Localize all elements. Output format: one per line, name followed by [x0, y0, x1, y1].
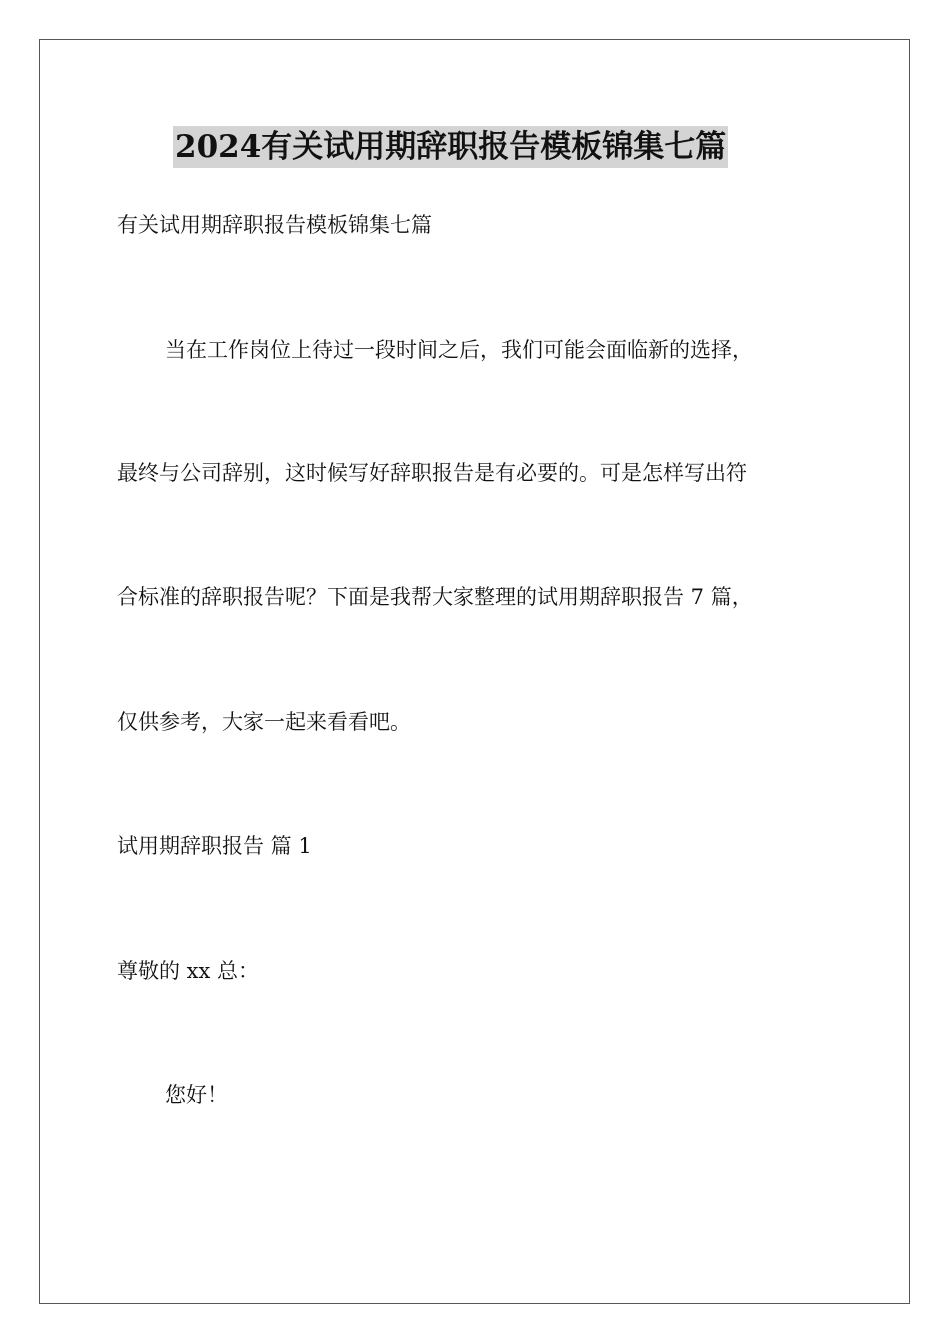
section-heading: 试用期辞职报告 篇 1	[117, 834, 312, 858]
salutation: 尊敬的 xx 总：	[117, 959, 260, 983]
greeting: 您好！	[165, 1083, 228, 1107]
document-subtitle: 有关试用期辞职报告模板锦集七篇	[117, 213, 432, 237]
paragraph-line-4: 仅供参考，大家一起来看看吧。	[117, 710, 411, 734]
document-title: 2024有关试用期辞职报告模板锦集七篇	[173, 126, 728, 168]
paragraph-line-3: 合标准的辞职报告呢？下面是我帮大家整理的试用期辞职报告 7 篇，	[117, 585, 753, 609]
paragraph-line-1: 当在工作岗位上待过一段时间之后，我们可能会面临新的选择，	[165, 338, 753, 362]
paragraph-line-2: 最终与公司辞别，这时候写好辞职报告是有必要的。可是怎样写出符	[117, 461, 747, 485]
